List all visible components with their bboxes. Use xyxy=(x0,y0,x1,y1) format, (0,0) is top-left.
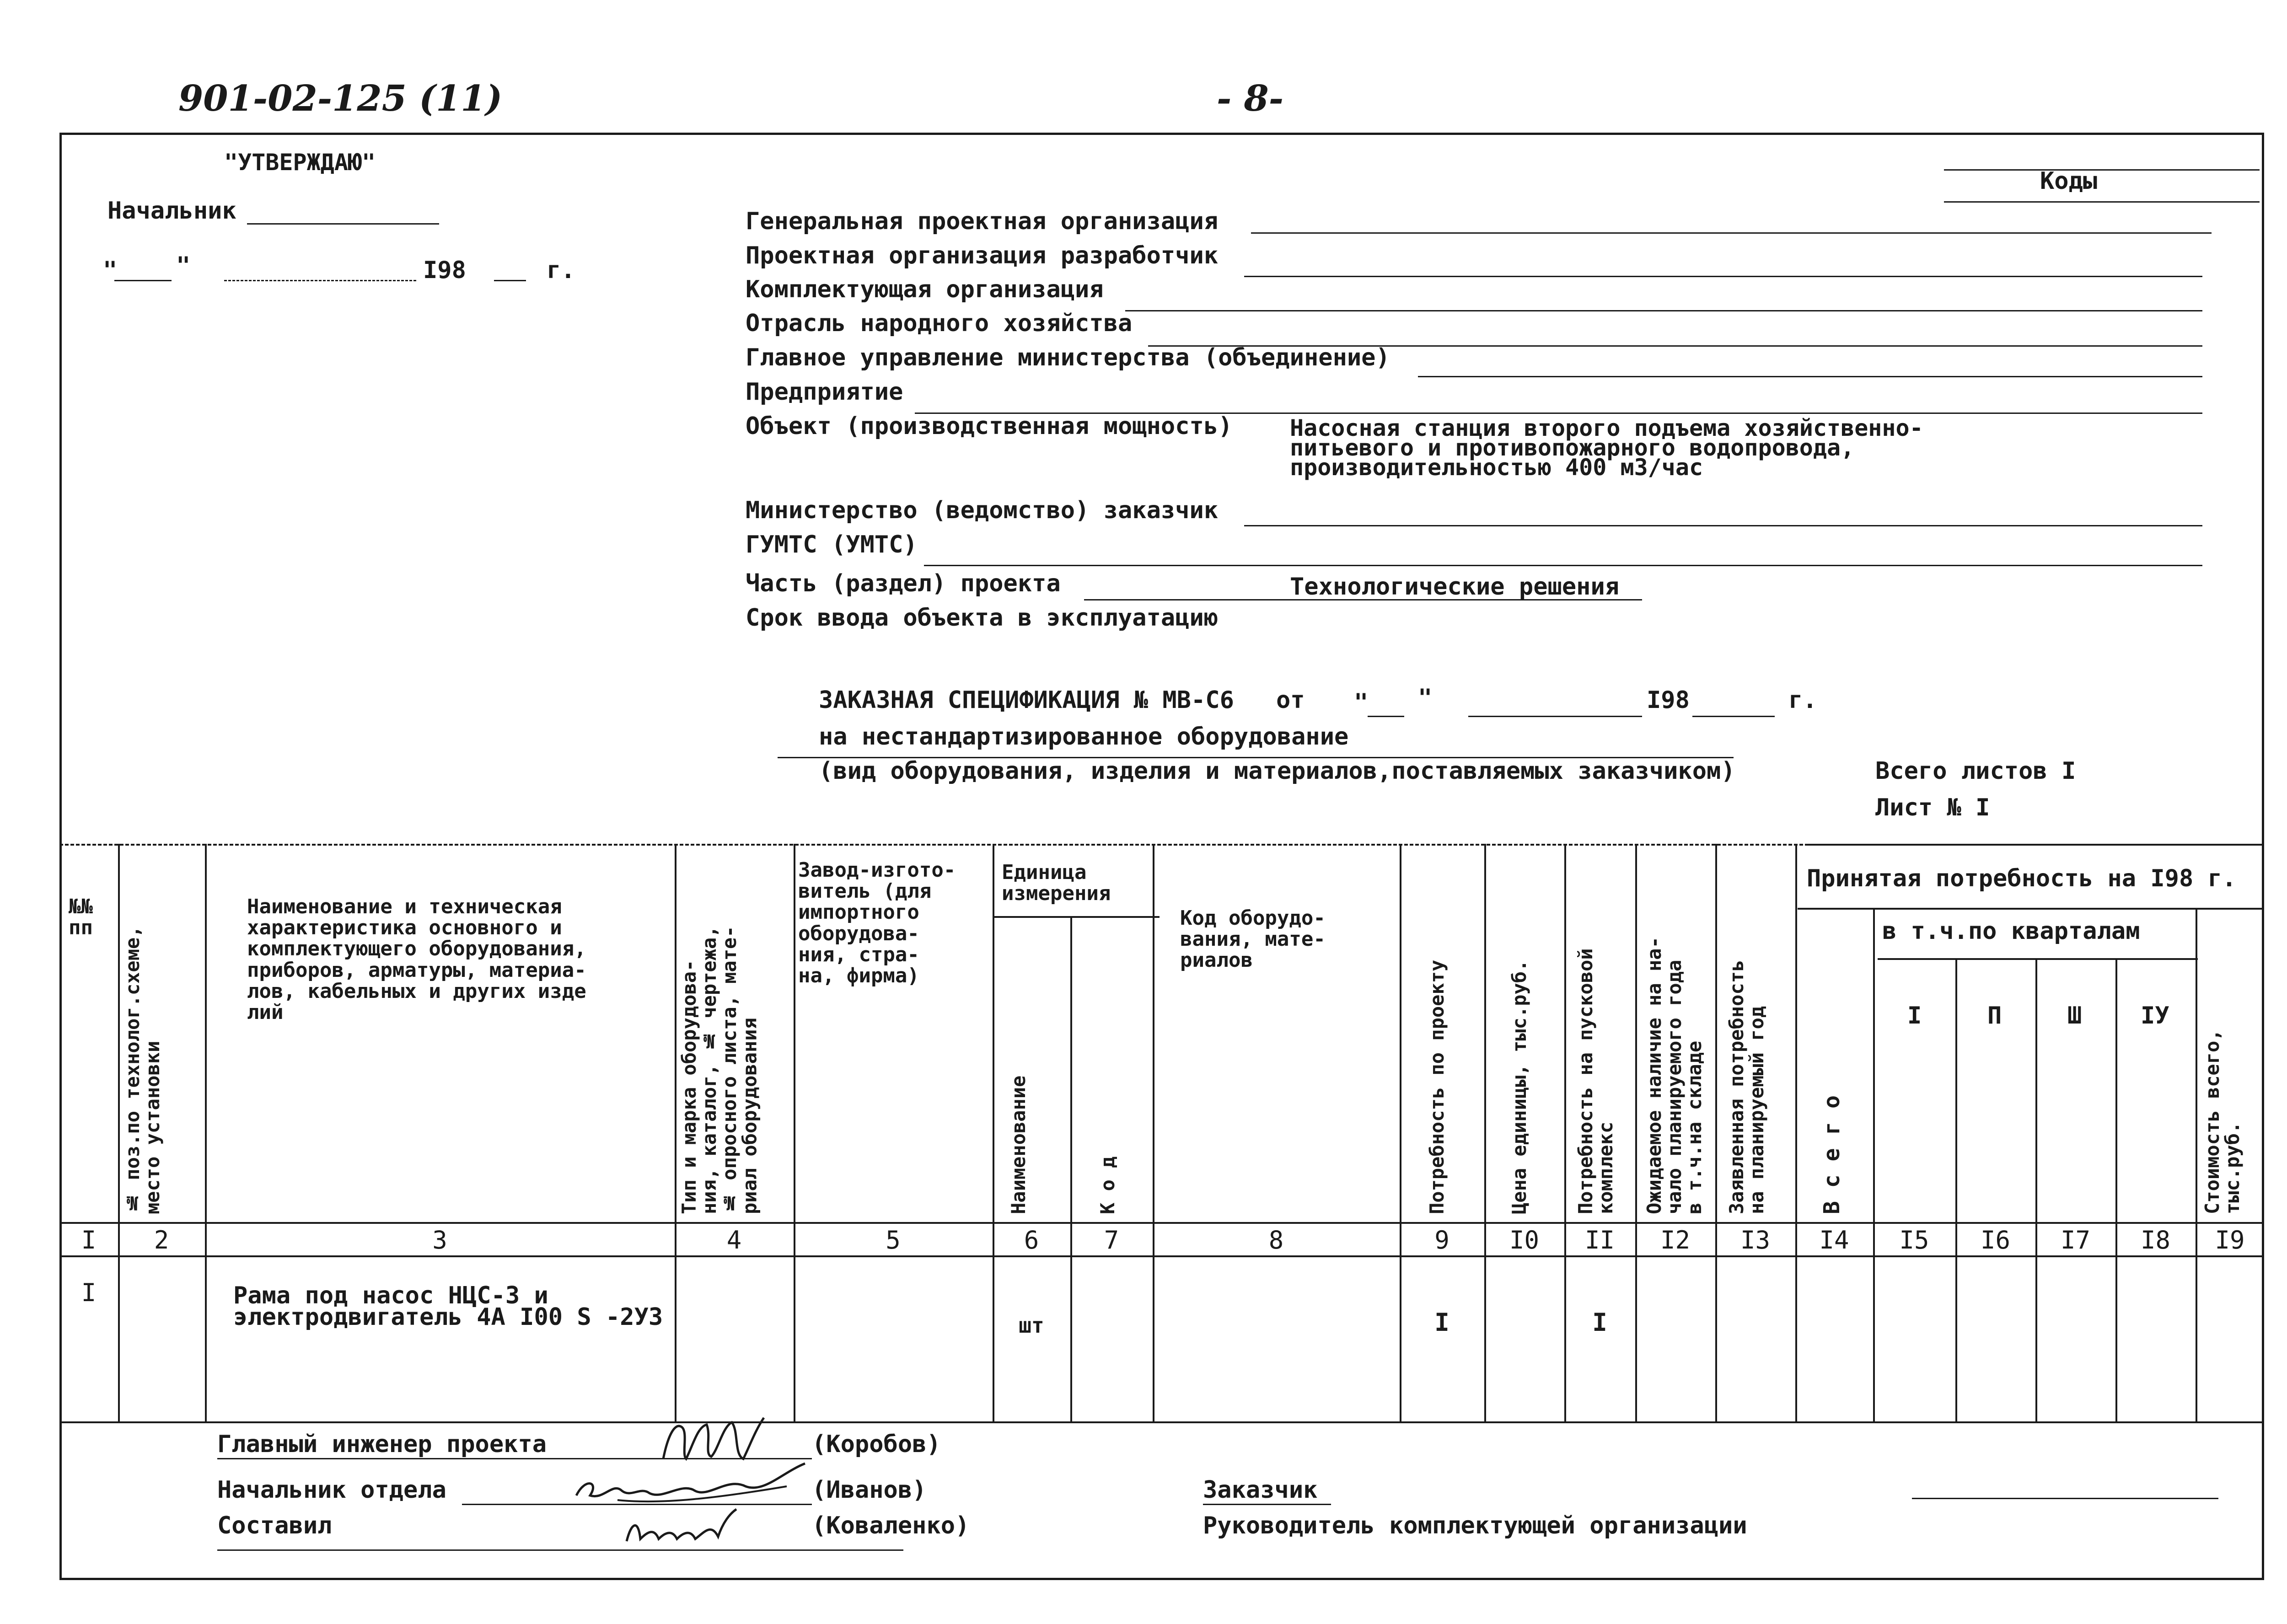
document-code: 901-02-125 (11) xyxy=(178,78,503,119)
colnum-19: I9 xyxy=(2215,1226,2245,1254)
spec-quote-open: " xyxy=(1354,689,1369,716)
field-object-label: Объект (производственная мощность) xyxy=(746,413,1233,440)
col-rule-6 xyxy=(1070,916,1072,1421)
header-q1: I xyxy=(1907,1002,1922,1029)
field-customer-ministry-label: Министерство (ведомство) заказчик xyxy=(746,497,1219,524)
header-unit-name: Наименование xyxy=(1007,1075,1030,1214)
header-no: №№ пп xyxy=(69,895,93,940)
colnum-9: 9 xyxy=(1434,1226,1450,1254)
row-name: Рама под насос НЦС-3 и электродвигатель 4А I00 S -2У3 xyxy=(233,1282,663,1331)
header-unit-code: К о д xyxy=(1096,1156,1119,1214)
quarters-subheader-rule xyxy=(1878,958,2198,960)
colnum-16: I6 xyxy=(1980,1226,2011,1254)
field-enterprise-label: Предприятие xyxy=(746,378,903,406)
colnum-7: 7 xyxy=(1104,1226,1119,1254)
field-design-org-line xyxy=(1244,276,2202,277)
col-rule-14 xyxy=(1873,908,1875,1421)
approval-year-suffix: г. xyxy=(547,257,575,284)
colnum-bottom-rule xyxy=(59,1255,2264,1257)
col-rule-17 xyxy=(2115,958,2117,1421)
spec-sheet-number: Лист № I xyxy=(1875,794,1990,821)
header-unit-price: Цена единицы, тыс.руб. xyxy=(1508,959,1530,1214)
header-q3: Ш xyxy=(2067,1002,2082,1029)
colnum-11: II xyxy=(1584,1226,1615,1254)
approval-day-line xyxy=(114,280,172,281)
field-supply-org-label: Комплектующая организация xyxy=(746,276,1104,303)
customer-signature-line xyxy=(1912,1498,2218,1499)
col-rule-7 xyxy=(1153,844,1154,1421)
compiled-signature xyxy=(622,1505,741,1557)
colnum-14: I4 xyxy=(1819,1226,1849,1254)
col-rule-16 xyxy=(2035,958,2037,1421)
header-quarters: в т.ч.по кварталам xyxy=(1882,917,2140,945)
row-launch-need: I xyxy=(1592,1308,1607,1337)
header-accepted: Принятая потребность на I98 г. xyxy=(1807,865,2237,892)
colnum-17: I7 xyxy=(2060,1226,2091,1254)
field-section-value: Технологические решения xyxy=(1290,573,1620,600)
field-section-label: Часть (раздел) проекта xyxy=(746,570,1061,597)
dept-head-name: (Иванов) xyxy=(812,1476,927,1504)
header-q2: П xyxy=(1987,1002,2002,1029)
field-customer-ministry-line xyxy=(1244,525,2202,526)
spec-subtitle: на нестандартизированное оборудование xyxy=(819,723,1349,750)
col-rule-4 xyxy=(794,844,795,1421)
customer-line xyxy=(1203,1504,1331,1505)
customer-label: Заказчик xyxy=(1203,1476,1318,1504)
header-bottom-rule xyxy=(59,1222,2264,1224)
dept-head-role: Начальник отдела xyxy=(217,1476,446,1504)
col-rule-13 xyxy=(1795,844,1797,1421)
header-name: Наименование и техническая характеристика основного и комплектующего оборудования, приборов, арматуры, материа- лов, кабельных и других изде лий xyxy=(247,895,586,1024)
accepted-header-rule xyxy=(1807,844,2264,846)
colnum-2: 2 xyxy=(154,1226,169,1254)
colnum-1: I xyxy=(81,1226,97,1254)
approval-stamp: "УТВЕРЖДАЮ" xyxy=(224,149,376,176)
spec-day-line xyxy=(1368,716,1404,717)
approval-chief-line xyxy=(247,223,439,225)
colnum-5: 5 xyxy=(886,1226,901,1254)
col-rule-15 xyxy=(1955,958,1957,1421)
row-unit-name: шт xyxy=(1019,1313,1044,1338)
col-rule-12 xyxy=(1715,844,1717,1421)
spec-title: ЗАКАЗНАЯ СПЕЦИФИКАЦИЯ № МВ-С6 xyxy=(819,686,1234,714)
col-rule-3 xyxy=(675,844,676,1421)
table-bottom-rule xyxy=(59,1421,2264,1423)
spec-year-suffix: г. xyxy=(1788,686,1817,714)
chief-engineer-role: Главный инженер проекта xyxy=(217,1431,547,1458)
colnum-4: 4 xyxy=(726,1226,742,1254)
chief-engineer-name: (Коробов) xyxy=(812,1431,941,1458)
compiled-role: Составил xyxy=(217,1512,332,1539)
spec-caption: (вид оборудования, изделия и материалов,поставляемых заказчиком) xyxy=(819,757,1735,785)
header-project-need: Потребность по проекту xyxy=(1426,959,1448,1214)
colnum-18: I8 xyxy=(2140,1226,2171,1254)
col-rule-1 xyxy=(118,844,120,1421)
colnum-6: 6 xyxy=(1024,1226,1039,1254)
spec-year: I98 xyxy=(1647,686,1690,714)
header-position: № поз.по технолог.схеме, место установки xyxy=(121,926,164,1214)
field-gumts-line xyxy=(924,565,2202,566)
spec-month-line xyxy=(1468,716,1642,717)
header-type: Тип и марка оборудова- ния, каталог, № чертежа, № опросного листа, мате- риал оборудования xyxy=(678,926,761,1214)
codes-top-line xyxy=(1944,169,2260,171)
field-ministry-dept-line xyxy=(1418,376,2202,377)
field-industry-label: Отрасль народного хозяйства xyxy=(746,310,1133,337)
header-maker: Завод-изгото- витель (для импортного оборудова- ния, стра- на, фирма) xyxy=(798,858,956,987)
field-general-org-label: Генеральная проектная организация xyxy=(746,208,1219,235)
field-ministry-dept-label: Главное управление министерства (объединение) xyxy=(746,344,1390,371)
field-supply-org-line xyxy=(1125,310,2202,311)
row-project-need: I xyxy=(1434,1308,1450,1337)
codes-bottom-line xyxy=(1944,201,2260,203)
approval-date-quote-close: " xyxy=(176,252,191,279)
colnum-13: I3 xyxy=(1740,1226,1771,1254)
compiled-name: (Коваленко) xyxy=(812,1512,970,1539)
codes-label: Коды xyxy=(2040,167,2098,195)
header-total: В с е г о xyxy=(1819,1095,1845,1214)
header-cost: Стоимость всего, тыс.руб. xyxy=(2201,1029,2244,1214)
field-object-value: Насосная станция второго подъема хозяйственно- питьевого и противопожарного водопровода, производительностью 400 м3/час xyxy=(1290,415,1923,481)
col-rule-18 xyxy=(2196,908,2197,1421)
spec-from: от xyxy=(1276,686,1305,714)
approval-month-line xyxy=(224,280,416,281)
accepted-subheader-rule xyxy=(1798,908,2264,910)
colnum-10: I0 xyxy=(1509,1226,1540,1254)
col-rule-2 xyxy=(205,844,207,1421)
header-launch-need: Потребность на пусковой комплекс xyxy=(1574,948,1617,1214)
supplier-head-label: Руководитель комплектующей организации xyxy=(1203,1512,1747,1539)
header-material-code: Код оборудо- вания, мате- риалов xyxy=(1180,906,1326,972)
colnum-3: 3 xyxy=(432,1226,447,1254)
colnum-12: I2 xyxy=(1660,1226,1691,1254)
spec-year-line xyxy=(1692,716,1775,717)
colnum-15: I5 xyxy=(1899,1226,1929,1254)
header-declared-need: Заявленная потребность на планируемый год xyxy=(1725,959,1768,1214)
field-general-org-line xyxy=(1251,232,2212,234)
col-rule-11 xyxy=(1635,844,1637,1421)
compiled-line xyxy=(217,1549,903,1551)
field-gumts-label: ГУМТС (УМТС) xyxy=(746,531,918,558)
col-rule-9 xyxy=(1484,844,1486,1421)
approval-year-line xyxy=(494,280,526,281)
header-expected-stock: Ожидаемое наличие на на- чало планируемого года в т.ч.на складе xyxy=(1643,937,1706,1214)
unit-subheader-rule xyxy=(993,916,1160,918)
field-commissioning-label: Срок ввода объекта в эксплуатацию xyxy=(746,604,1219,632)
colnum-8: 8 xyxy=(1268,1226,1284,1254)
header-unit: Единица измерения xyxy=(1002,861,1111,906)
approval-date-quote-open: " xyxy=(103,257,118,284)
header-q4: IУ xyxy=(2141,1002,2169,1029)
spec-total-sheets: Всего листов I xyxy=(1875,757,2076,785)
approval-chief-label: Начальник xyxy=(107,197,236,225)
approval-year: I98 xyxy=(423,257,466,284)
page-number: - 8- xyxy=(1217,78,1284,119)
field-design-org-label: Проектная организация разработчик xyxy=(746,242,1219,269)
row-no: I xyxy=(81,1278,97,1307)
spec-quote-close: " xyxy=(1418,684,1433,712)
